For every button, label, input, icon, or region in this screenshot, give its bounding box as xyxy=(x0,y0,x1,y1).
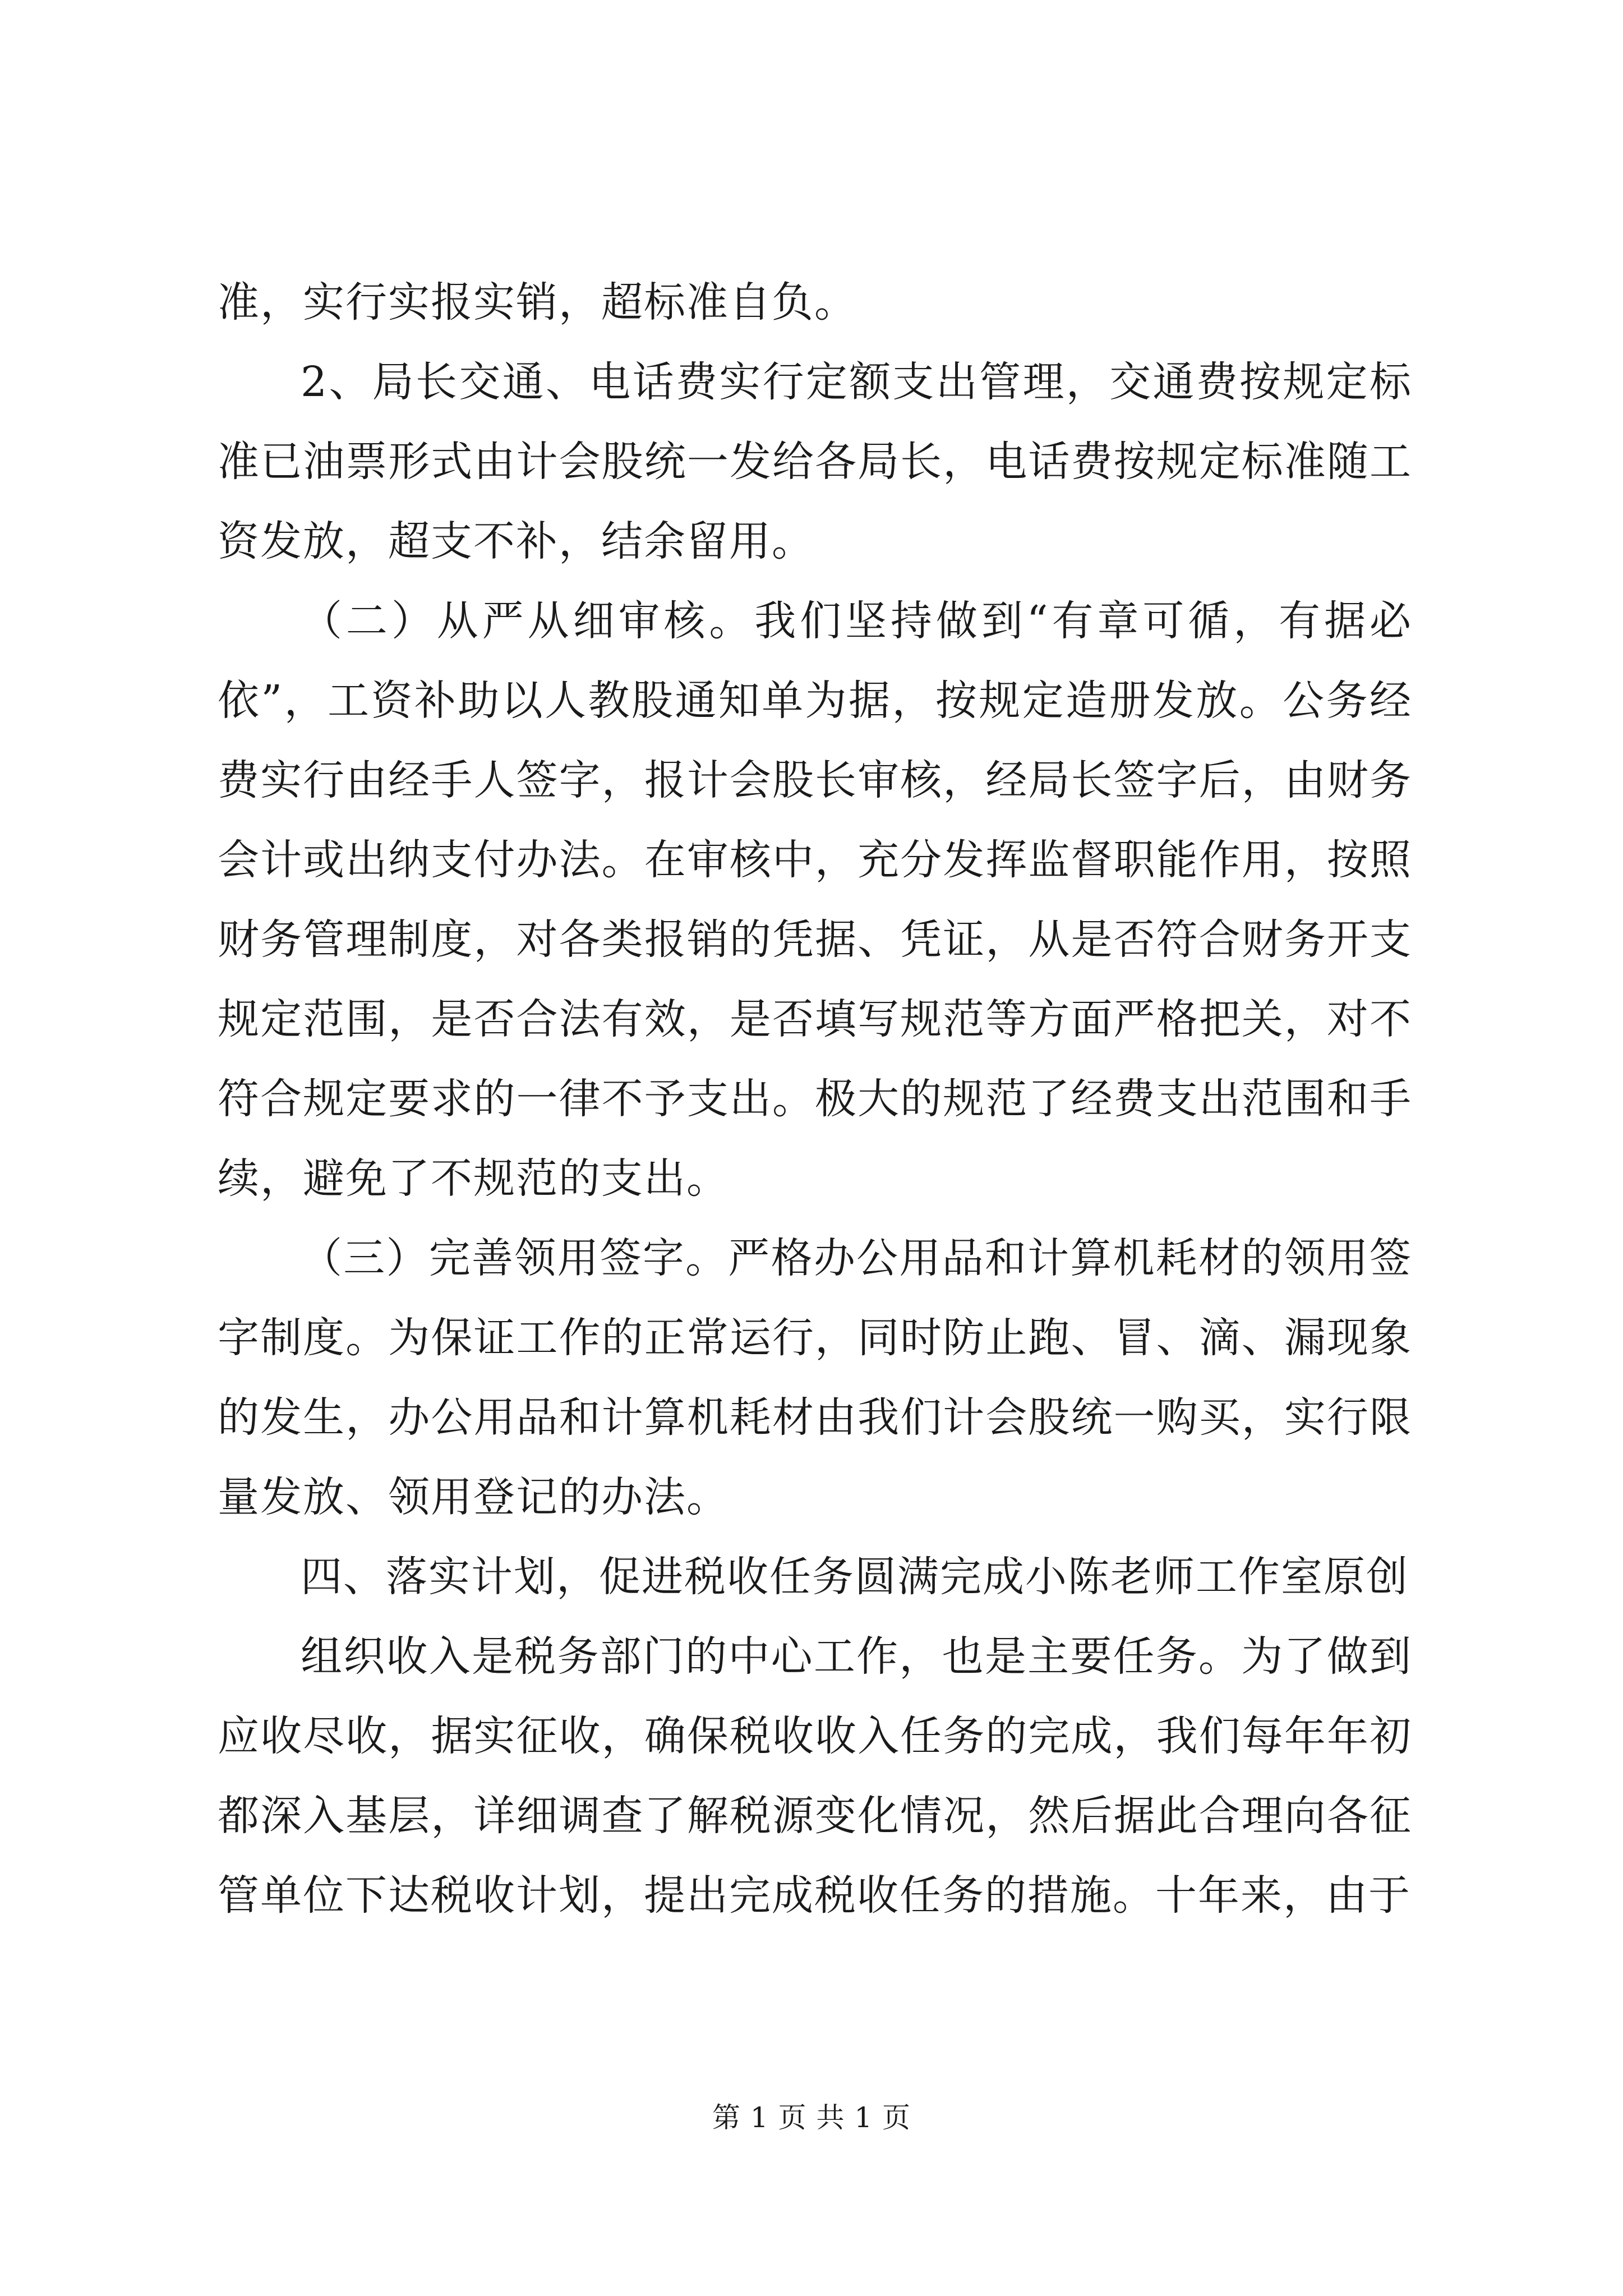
paragraph-continuation: 准，实行实报实销，超标准自负。 xyxy=(218,278,857,326)
page-footer: 第 1 页 共 1 页 xyxy=(712,2101,911,2134)
section-heading-4: 四、落实计划，促进税收任务圆满完成小陈老师工作室原创 xyxy=(301,1553,1409,1601)
paragraph-item-2: 2、局长交通、电话费实行定额支出管理，交通费按规定标准已油票形式由计会股统一发给各局长，电话费按规定标准随工资发放，超支不补，结余留用。 xyxy=(218,358,1412,565)
document-body xyxy=(218,263,1412,1935)
paragraph-section-2: （二）从严从细审核。我们坚持做到“有章可循，有据必依”，工资补助以人教股通知单为据，按规定造册发放。公务经费实行由经手人签字，报计会股长审核，经局长签字后，由财务会计或出纳支付办法。在审核中，充分发挥监督职能作用，按照财务管理制度，对各类报销的凭据、凭证，从是否符合财务开支规定范围，是否合法有效，是否填写规范等方面严格把关，对不符合规定要求的一律不予支出。极大的规范了经费支出范围和手续，避免了不规范的支出。 xyxy=(218,597,1412,1203)
paragraph-section-3: （三）完善领用签字。严格办公用品和计算机耗材的领用签字制度。为保证工作的正常运行，同时防止跑、冒、滴、漏现象的发生，办公用品和计算机耗材由我们计会股统一购买，实行限量发放、领用登记的办法。 xyxy=(218,1234,1412,1521)
paragraph-revenue: 组织收入是税务部门的中心工作，也是主要任务。为了做到应收尽收，据实征收，确保税收收入任务的完成，我们每年年初都深入基层，详细调查了解税源变化情况，然后据此合理向各征管单位下达税收计划，提出完成税收任务的措施。十年来，由于 xyxy=(218,1632,1412,1920)
